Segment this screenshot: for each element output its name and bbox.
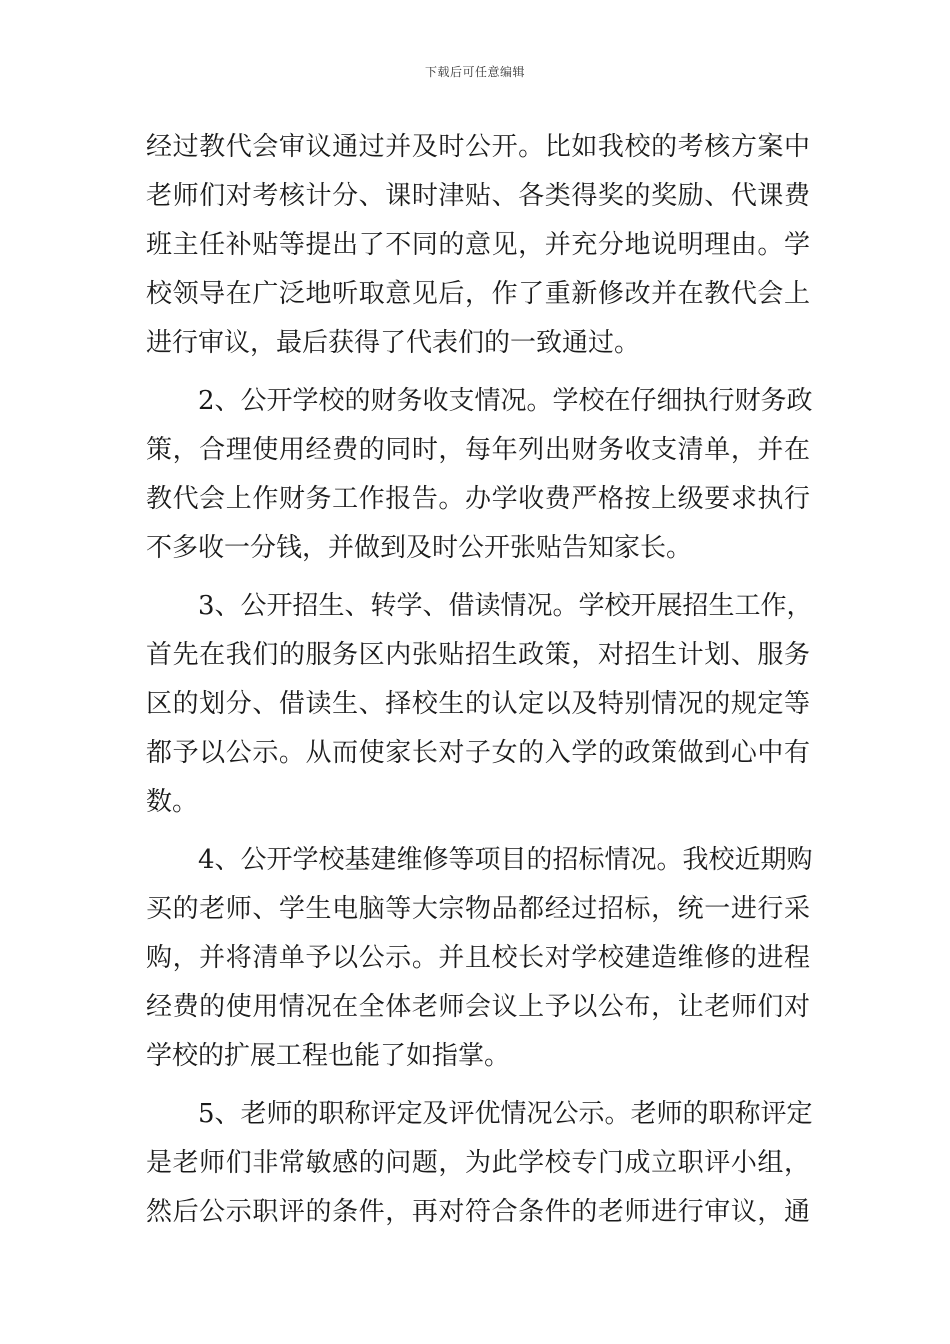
page-header: 下载后可任意编辑 (424, 65, 525, 79)
text-line: 班主任补贴等提出了不同的意见，并充分地说明理由。学 (146, 230, 810, 260)
document-body (146, 123, 813, 1237)
paragraph (146, 377, 813, 573)
text-line: 5、老师的职称评定及评优情况公示。老师的职称评定 (198, 1099, 813, 1129)
text-line: 都予以公示。从而使家长对子女的入学的政策做到心中有 (146, 738, 810, 768)
text-line: 不多收一分钱，并做到及时公开张贴告知家长。 (146, 533, 693, 563)
paragraph (146, 123, 810, 368)
text-line: 进行审议，最后获得了代表们的一致通过。 (146, 328, 641, 358)
text-line: 购，并将清单予以公示。并且校长对学校建造维修的进程 (146, 943, 810, 973)
text-line: 老师们对考核计分、课时津贴、各类得奖的奖励、代课费 (146, 181, 810, 211)
text-line: 教代会上作财务工作报告。办学收费严格按上级要求执行 (146, 484, 810, 514)
text-line: 经过教代会审议通过并及时公开。比如我校的考核方案中 (146, 132, 810, 162)
text-line: 是老师们非常敏感的问题，为此学校专门成立职评小组， (146, 1148, 810, 1178)
text-line: 数。 (146, 787, 199, 817)
text-line: 买的老师、学生电脑等大宗物品都经过招标，统一进行采 (146, 894, 810, 924)
text-line: 首先在我们的服务区内张贴招生政策，对招生计划、服务 (146, 640, 810, 670)
text-line: 4、公开学校基建维修等项目的招标情况。我校近期购 (198, 845, 813, 875)
text-line: 经费的使用情况在全体老师会议上予以公布，让老师们对 (146, 992, 810, 1022)
text-line: 学校的扩展工程也能了如指掌。 (146, 1041, 511, 1071)
text-line: 3、公开招生、转学、借读情况。学校开展招生工作， (198, 591, 813, 621)
text-line: 策，合理使用经费的同时，每年列出财务收支清单，并在 (146, 435, 810, 465)
text-line: 校领导在广泛地听取意见后，作了重新修改并在教代会上 (146, 279, 810, 309)
paragraph (146, 1090, 813, 1237)
text-line: 然后公示职评的条件，再对符合条件的老师进行审议，通 (146, 1197, 810, 1227)
paragraph (146, 836, 813, 1081)
text-line: 2、公开学校的财务收支情况。学校在仔细执行财务政 (198, 386, 813, 416)
text-line: 区的划分、借读生、择校生的认定以及特别情况的规定等 (146, 689, 810, 719)
paragraph (146, 582, 813, 827)
